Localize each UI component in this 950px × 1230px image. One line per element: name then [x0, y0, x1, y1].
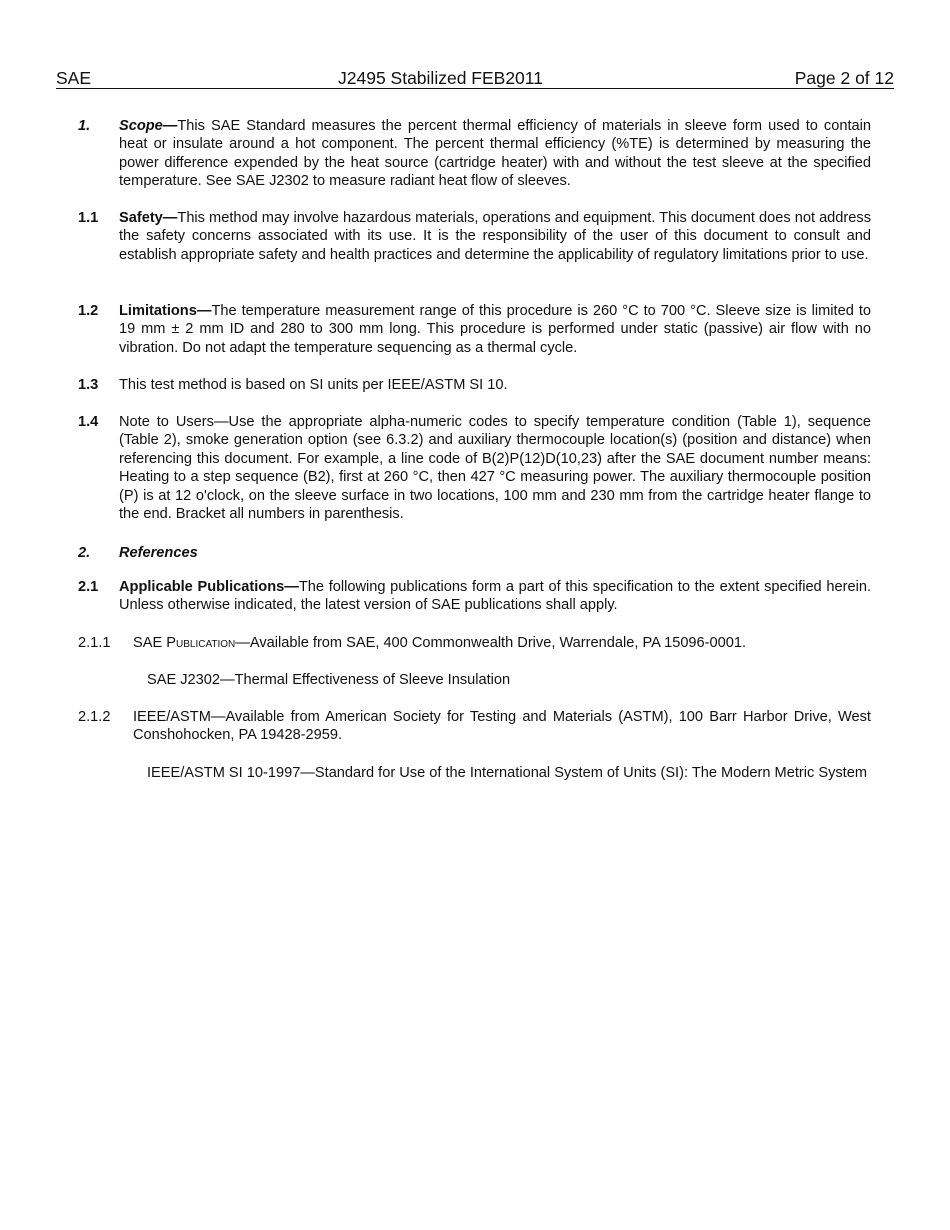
- section-number: 1.3: [78, 377, 99, 393]
- section-label-prefix: SAE P: [133, 635, 176, 651]
- section-lead: Safety—: [119, 210, 178, 226]
- section-lead: Applicable Publications—: [119, 579, 299, 595]
- section-number: 2.1.2: [78, 709, 111, 725]
- section-body: [119, 117, 871, 191]
- section-body: [119, 209, 871, 264]
- section-number: 1.2: [78, 303, 99, 319]
- section-safety: [78, 209, 871, 264]
- section-note-to-users: [78, 413, 871, 523]
- header-document-id: J2495 Stabilized FEB2011: [338, 68, 543, 88]
- section-body: [119, 578, 871, 615]
- section-number: 1.4: [78, 414, 99, 430]
- section-lead: Scope—: [119, 118, 178, 134]
- section-ieee-astm: [78, 708, 871, 745]
- section-text: The following publications form a part of this specification to the extent specified herein. Unless otherwise indicated, the latest version of SAE publications shall apply.: [119, 579, 871, 614]
- section-number: 2.1: [78, 579, 99, 595]
- section-body: [119, 302, 871, 357]
- section-text: This test method is based on SI units per IEEE/ASTM SI 10.: [119, 377, 508, 393]
- section-body: [133, 634, 871, 652]
- section-title: References: [119, 545, 198, 561]
- section-number: 1.1: [78, 210, 99, 226]
- section-text: IEEE/ASTM—Available from American Society for Testing and Materials (ASTM), 100 Barr Harbor Drive, West Conshohocken, PA 19428-2959.: [133, 709, 871, 744]
- reference-sae-j2302: SAE J2302—Thermal Effectiveness of Sleeve Insulation: [147, 672, 511, 688]
- reference-ieee-astm-si10: IEEE/ASTM SI 10-1997—Standard for Use of the International System of Units (SI): The Modern Metric System: [147, 765, 867, 781]
- section-number: 2.1.1: [78, 635, 111, 651]
- section-units: [78, 376, 871, 394]
- section-limitations: [78, 302, 871, 357]
- header-org: SAE: [56, 68, 92, 88]
- section-text: This SAE Standard measures the percent thermal efficiency of materials in sleeve form used to contain heat or insulate around a hot component. The percent thermal efficiency (%TE) is determined by measuring the power difference expended by the heat source (cartridge heater) with and without the test sleeve at the specified temperature. See SAE J2302 to measure radiant heat flow of sleeves.: [119, 118, 871, 190]
- section-applicable-publications: [78, 578, 871, 615]
- section-sae-publication: [78, 634, 871, 652]
- section-text: Note to Users—Use the appropriate alpha-numeric codes to specify temperature condition (Table 1), sequence (Table 2), smoke generation option (see 6.3.2) and auxiliary thermocouple location(s) (position and distance) when referencing this document. For example, a line code of B(2)P(12)D(10,23) after the SAE document number means: Heating to a step sequence (B2), first at 260 °C, then 427 °C measuring power. The auxiliary thermocouple position (P) is at 12 o'clock, on the sleeve surface in two locations, 100 mm and 230 mm from the cartridge heater flange to the end. Bracket all numbers in parenthesis.: [119, 414, 871, 523]
- section-text: The temperature measurement range of this procedure is 260 °C to 700 °C. Sleeve size is limited to 19 mm ± 2 mm ID and 280 to 300 mm long. This procedure is performed under static (passive) air flow with no vibration. Do not adapt the temperature sequencing as a thermal cycle.: [119, 303, 871, 356]
- section-references-heading: [78, 544, 198, 562]
- header-page-number: Page 2 of 12: [794, 68, 894, 88]
- page-header: [56, 68, 894, 89]
- section-label-smallcaps: ublication: [176, 635, 236, 651]
- section-lead: Limitations—: [119, 303, 212, 319]
- section-number: 2.: [78, 545, 91, 561]
- section-scope: [78, 117, 871, 191]
- section-number: 1.: [78, 118, 91, 134]
- section-text: —Available from SAE, 400 Commonwealth Drive, Warrendale, PA 15096-0001.: [235, 635, 747, 651]
- section-text: This method may involve hazardous materials, operations and equipment. This document does not address the safety concerns associated with its use. It is the responsibility of the user of this document to consult and establish appropriate safety and health practices and determine the applicability of regulatory limitations prior to use.: [119, 210, 871, 263]
